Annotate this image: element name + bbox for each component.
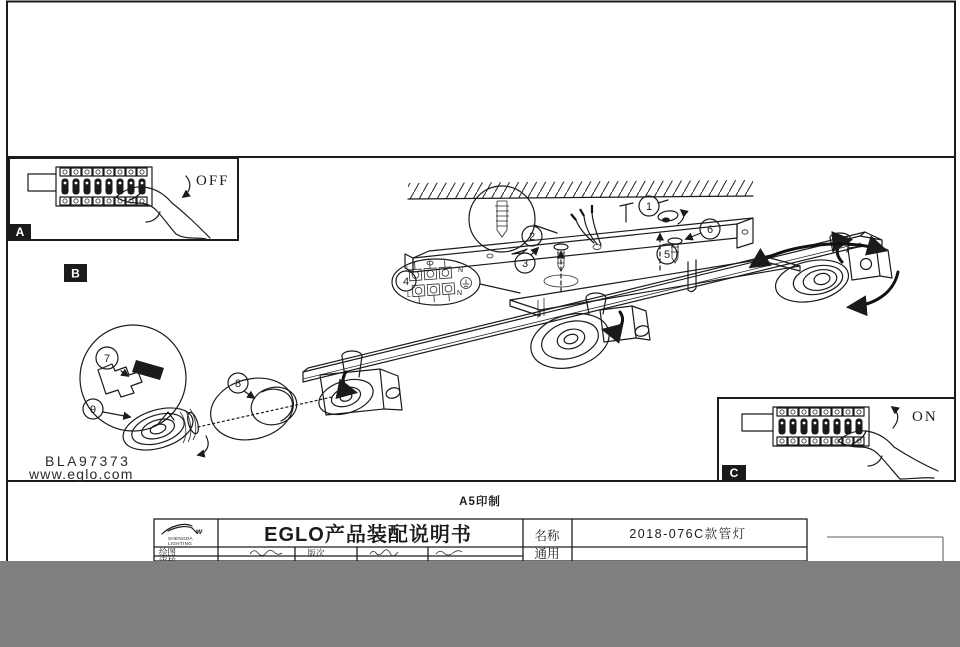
scope-value: 通用 [534,547,560,561]
svg-text:5: 5 [663,249,671,261]
logo-mark: w [196,527,203,536]
svg-text:8: 8 [234,378,242,390]
svg-text:2: 2 [528,231,536,243]
assembly-axis-line [198,397,332,427]
product-name: 2018-076C款管灯 [629,527,747,541]
callout-2 [522,226,542,246]
neutral-label-bottom: N [457,290,463,297]
live-label-bottom: L [407,292,411,299]
ceiling-hatch [408,180,753,199]
print-note: A5印制 [459,496,501,508]
screw-in-arrow-icon [198,436,208,455]
live-label-top: L [406,266,410,273]
title-block [154,519,943,566]
website: www.eglo.com [29,466,134,482]
spot-head-middle [524,293,650,377]
model-number: BLA97373 [45,453,131,469]
inset-power-on [718,398,955,481]
svg-text:1: 1 [645,201,653,213]
step-c-letter: C [729,466,739,480]
svg-text:3: 3 [521,258,529,270]
reflector-bulb [118,400,208,457]
flip-up-arrow-icon [892,407,898,428]
callout-8 [228,373,254,398]
logo-name: SHENGDA [168,536,193,541]
canopy-plate [510,258,800,318]
footer-identity [28,453,134,482]
inset-power-off [9,158,238,240]
version-label: 版次 [307,548,325,558]
callout-9 [83,399,130,419]
step-b-letter: B [71,266,80,281]
scan-cutoff-band [0,561,960,647]
terminal-block-detail-bubble [392,259,520,305]
rotate-arrow-icon [343,372,354,392]
draw-label: 绘图 [159,547,177,557]
hand-icon [116,187,210,239]
svg-text:6: 6 [706,224,714,236]
trim-ring [204,370,301,449]
off-label: OFF [196,173,230,189]
svg-text:4: 4 [402,276,410,288]
logo-sub: LIGHTING [168,541,193,546]
callout-1 [639,196,668,216]
flip-down-arrow-icon [183,176,190,197]
step-a-letter: A [15,225,25,239]
swivel-arrow-icon [752,244,884,266]
svg-text:7: 7 [103,353,111,365]
step-b-tag [64,264,87,282]
page-frame [6,1,956,561]
name-label: 名称 [534,529,560,543]
handwritten-entries [250,550,462,556]
company-logo [162,524,203,546]
on-label: ON [912,409,938,425]
svg-text:9: 9 [89,404,97,416]
document-title: EGLO产品装配说明书 [264,524,472,546]
earth-symbol-icon [461,278,472,289]
neutral-label-top: N [458,267,464,274]
